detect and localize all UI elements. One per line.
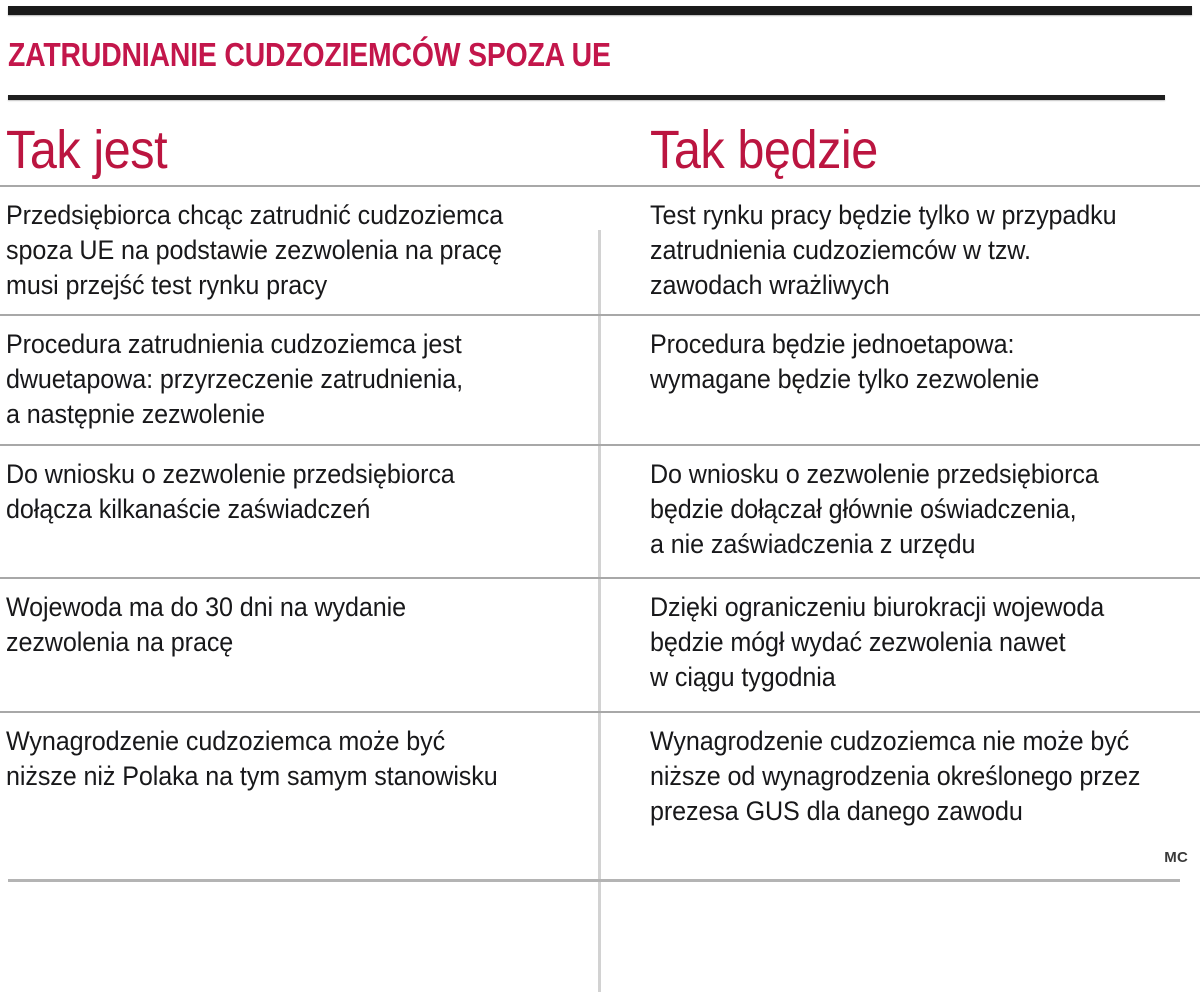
table-header-row [0, 112, 1200, 185]
cell-line: wymagane będzie tylko zezwolenie [650, 364, 1040, 394]
cell-text [6, 198, 545, 303]
table-cell-right [598, 185, 1200, 314]
cell-line: zawodach wrażliwych [650, 270, 890, 300]
table-cell-left [0, 185, 598, 314]
table-cell-left [0, 444, 598, 577]
author-credit: MC [1164, 849, 1188, 866]
column-title-tak-bedzie: Tak będzie [650, 120, 878, 180]
cell-line: Dzięki ograniczeniu biurokracji wojewoda [650, 592, 1105, 622]
cell-text [650, 198, 1148, 303]
table-row [0, 185, 1200, 314]
cell-line: Procedura będzie jednoetapowa: [650, 329, 1015, 359]
column-title-tak-jest: Tak jest [6, 120, 168, 180]
cell-text [650, 327, 1148, 397]
cell-text [650, 457, 1148, 562]
cell-line: prezesa GUS dla danego zawodu [650, 796, 1023, 826]
top-rule [8, 6, 1192, 15]
cell-line: będzie dołączał głównie oświadczenia, [650, 494, 1077, 524]
cell-line: spoza UE na podstawie zezwolenia na pracę [6, 235, 502, 265]
cell-line: zatrudnienia cudzoziemców w tzw. [650, 235, 1031, 265]
cell-line: będzie mógł wydać zezwolenia nawet [650, 627, 1066, 657]
cell-text [6, 457, 545, 527]
table-cell-right [598, 314, 1200, 444]
table-cell-left [0, 577, 598, 711]
cell-line: Przedsiębiorca chcąc zatrudnić cudzoziemca [6, 200, 504, 230]
cell-line: Wojewoda ma do 30 dni na wydanie [6, 592, 406, 622]
table-cell-right [598, 577, 1200, 711]
cell-text [6, 590, 545, 660]
cell-line: Do wniosku o zezwolenie przedsiębiorca [6, 459, 455, 489]
bottom-rule [8, 879, 1180, 882]
cell-text [650, 724, 1148, 829]
cell-text [6, 327, 545, 432]
cell-line: Procedura zatrudnienia cudzoziemca jest [6, 329, 462, 359]
table-row [0, 314, 1200, 444]
comparison-table [0, 112, 1200, 842]
table-cell-left [0, 314, 598, 444]
cell-line: Do wniosku o zezwolenie przedsiębiorca [650, 459, 1099, 489]
table-cell-right [598, 444, 1200, 577]
table-row [0, 711, 1200, 842]
cell-line: a nie zaświadczenia z urzędu [650, 529, 976, 559]
cell-line: Wynagrodzenie cudzoziemca nie może być [650, 726, 1130, 756]
table-row [0, 577, 1200, 711]
table-cell-right [598, 711, 1200, 842]
headline-rule [8, 95, 1165, 100]
cell-line: dołącza kilkanaście zaświadczeń [6, 494, 371, 524]
page-title: ZATRUDNIANIE CUDZOZIEMCÓW SPOZA UE [8, 36, 611, 73]
cell-line: musi przejść test rynku pracy [6, 270, 328, 300]
cell-text [650, 590, 1148, 695]
column-header-right [598, 112, 1200, 185]
table-row [0, 444, 1200, 577]
cell-line: w ciągu tygodnia [650, 662, 836, 692]
table-cell-left [0, 711, 598, 842]
cell-line: zezwolenia na pracę [6, 627, 234, 657]
cell-line: dwuetapowa: przyrzeczenie zatrudnienia, [6, 364, 463, 394]
cell-line: niższe od wynagrodzenia określonego przez [650, 761, 1141, 791]
column-header-left [0, 112, 598, 185]
cell-text [6, 724, 545, 794]
cell-line: Test rynku pracy będzie tylko w przypadku [650, 200, 1117, 230]
cell-line: Wynagrodzenie cudzoziemca może być [6, 726, 446, 756]
cell-line: niższe niż Polaka na tym samym stanowisku [6, 761, 498, 791]
cell-line: a następnie zezwolenie [6, 399, 266, 429]
